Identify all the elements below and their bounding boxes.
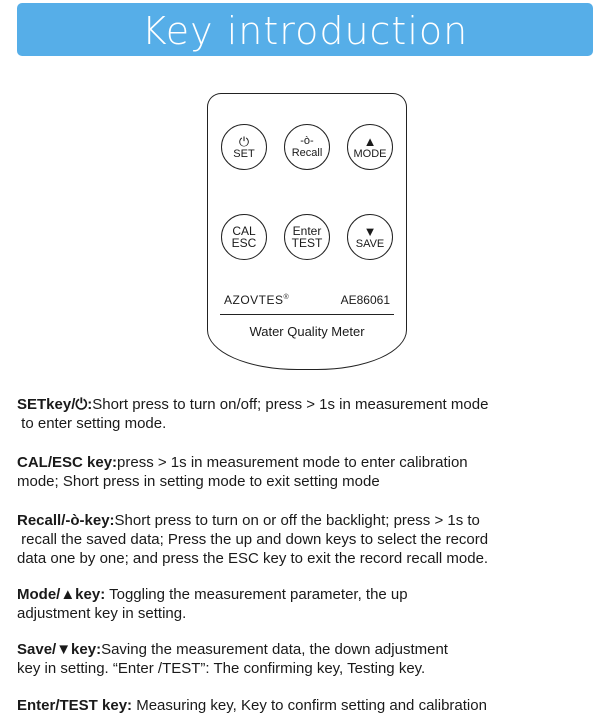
mode-button[interactable] (347, 124, 393, 170)
enter-test-key-description (17, 696, 612, 715)
cal-esc-button[interactable] (221, 214, 267, 260)
down-triangle-icon: ▼ (363, 223, 377, 239)
recall-button-label: Recall (291, 146, 323, 159)
recall-key-name: Recall/-ò-key: (17, 512, 115, 529)
recall-key-text-3: data one by one; and press the ESC key to exit the record recall mode. (17, 550, 489, 567)
test-label: TEST (291, 236, 323, 250)
model-number: AE86061 (340, 293, 390, 307)
enter-label: Enter (292, 224, 322, 238)
set-key-name: SETkey/⏻: (17, 396, 93, 413)
device-tagline: Water Quality Meter (249, 324, 365, 339)
cal-esc-key-name: CAL/ESC key: (17, 454, 118, 471)
up-triangle-icon: ▲ (363, 133, 377, 149)
set-key-text-2: to enter setting mode. (21, 415, 167, 432)
set-button[interactable] (221, 124, 267, 170)
backlight-icon: -ò- (300, 134, 314, 147)
cal-label: CAL (232, 224, 256, 238)
page-title: Key introduction (141, 9, 469, 53)
recall-button[interactable] (284, 124, 330, 170)
enter-test-button[interactable] (284, 214, 330, 260)
save-button[interactable] (347, 214, 393, 260)
recall-key-text-2: recall the saved data; Press the up and down keys to select the record (21, 531, 489, 548)
recall-key-text: Short press to turn on or off the backlight; press > 1s to (114, 512, 480, 529)
mode-button-label: MODE (353, 147, 387, 160)
cal-esc-key-text-2: mode; Short press in setting mode to exit setting mode (17, 473, 380, 490)
divider (220, 314, 394, 315)
save-key-description (17, 640, 612, 678)
mode-key-text-2: adjustment key in setting. (17, 605, 187, 622)
registered-mark: ® (283, 294, 290, 301)
brand-name: AZOVTES® (224, 293, 290, 307)
esc-label: ESC (231, 236, 257, 250)
set-key-text: Short press to turn on/off; press > 1s in measurement mode (92, 396, 489, 413)
recall-key-description (17, 511, 612, 568)
enter-test-key-name: Enter/TEST key: (17, 697, 133, 714)
save-key-text-2: key in setting. “Enter /TEST”: The confirming key, Testing key. (17, 660, 426, 677)
set-button-label: SET (233, 147, 255, 160)
enter-test-key-text: Measuring key, Key to confirm setting and calibration (132, 697, 487, 714)
save-key-name: Save/▼key: (17, 641, 102, 658)
mode-key-name: Mode/▲key: (17, 586, 106, 603)
remote-control-illustration (207, 93, 407, 370)
save-key-text: Saving the measurement data, the down adjustment (101, 641, 448, 658)
set-key-description (17, 395, 612, 433)
save-button-label: SAVE (355, 237, 385, 250)
title-banner (17, 3, 593, 56)
cal-esc-key-text: press > 1s in measurement mode to enter calibration (117, 454, 468, 471)
power-icon: ⏻ (238, 133, 250, 149)
mode-key-text: Toggling the measurement parameter, the up (105, 586, 408, 603)
cal-esc-key-description (17, 453, 612, 491)
mode-key-description (17, 585, 612, 623)
